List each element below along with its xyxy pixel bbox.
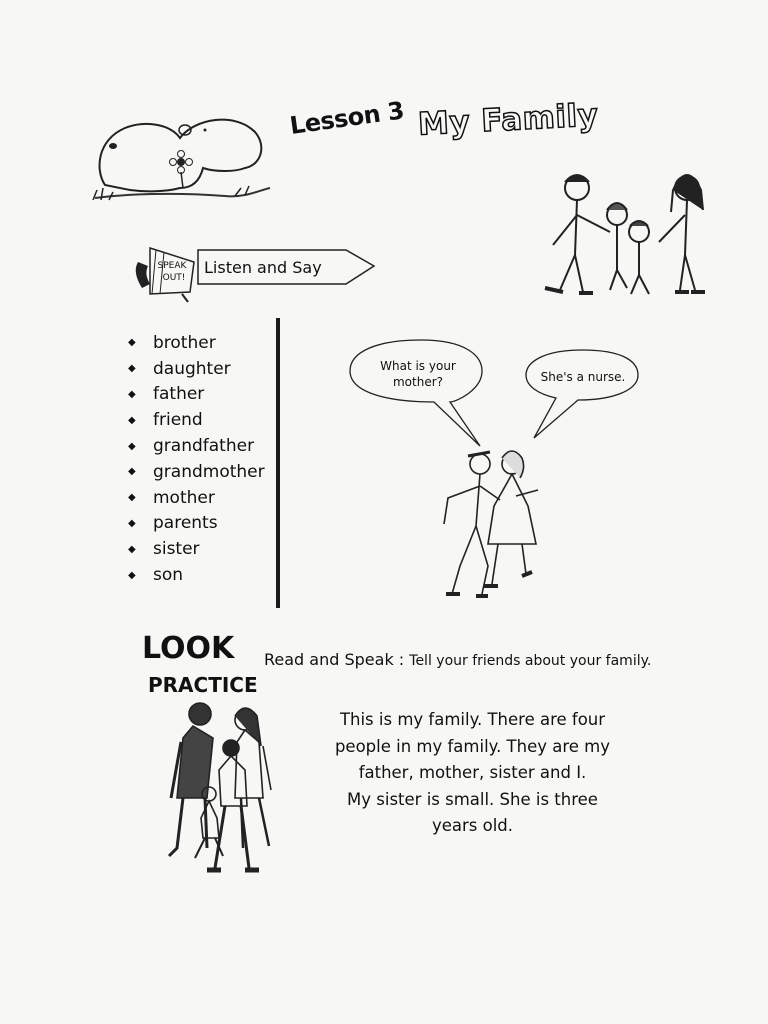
divider-line [276,318,280,608]
diamond-bullet-icon: ◆ [128,543,136,555]
svg-text:LOOK: LOOK [142,631,235,666]
list-item: ◆ daughter [128,358,231,379]
flower-icon [170,151,193,189]
paragraph-line: This is my family. There are four [339,710,606,729]
list-item: ◆ mother [128,487,215,508]
speech-bubble-answer-text: She's a nurse. [540,370,626,384]
svg-text:SPEAK: SPEAK [157,261,187,271]
diamond-bullet-icon: ◆ [128,388,136,400]
speech-bubble-answer [524,348,642,440]
practice-instruction: Read and Speak : Tell your friends about your family. [264,650,652,669]
look-practice-logo [140,620,258,697]
hippo-illustration [85,110,275,210]
list-item: ◆ parents [128,513,218,534]
instruction-main: Read and Speak [264,650,394,669]
listen-and-say-label: Listen and Say [204,258,322,277]
list-item: ◆ brother [128,332,216,353]
svg-text:OUT!: OUT! [162,273,186,283]
children-talking-illustration [436,446,546,602]
speech-bubble-question [346,338,496,450]
list-item: ◆ friend [128,410,203,431]
list-item: ◆ sister [128,539,200,560]
diamond-bullet-icon: ◆ [128,363,136,375]
diamond-bullet-icon: ◆ [128,569,136,581]
diamond-bullet-icon: ◆ [128,517,136,529]
family-paragraph [300,707,645,840]
speech-bubble-question-text: What is your mother? [380,359,456,390]
vocabulary-list [128,330,265,588]
diamond-bullet-icon: ◆ [128,414,136,426]
svg-text:PRACTICE: PRACTICE [148,673,258,697]
list-item: ◆ grandfather [128,436,255,457]
lesson-label: Lesson 3 [288,96,406,140]
diamond-bullet-icon: ◆ [128,440,136,452]
speak-out-badge-icon [132,240,202,302]
list-item: ◆ father [128,384,205,405]
paragraph-line: My sister is small. She is three [347,789,598,809]
page-title: My Family [417,97,600,143]
family-group-illustration [535,160,715,305]
diamond-bullet-icon: ◆ [128,466,136,478]
list-item: ◆ son [128,565,184,586]
walking-family-illustration [165,698,290,876]
diamond-bullet-icon: ◆ [128,492,136,504]
diamond-bullet-icon: ◆ [128,337,136,349]
list-item: ◆ grandmother [128,461,265,482]
paragraph-line: years old. [431,816,514,835]
paragraph-line: people in my family. They are my [334,736,611,756]
instruction-sub: Tell your friends about your family. [409,653,652,669]
paragraph-line: father, mother, sister and I. [358,763,587,782]
